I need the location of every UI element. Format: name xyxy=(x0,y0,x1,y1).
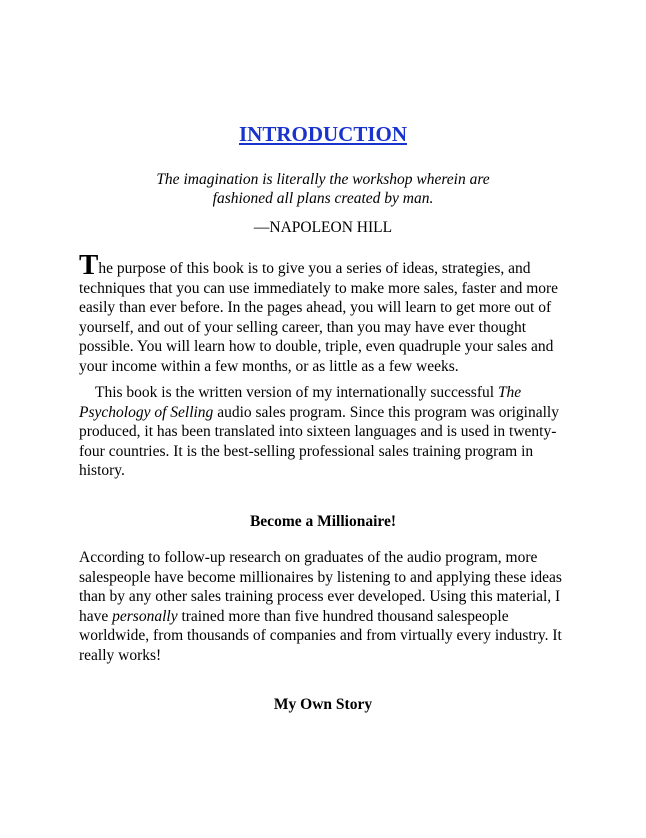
drop-cap: T xyxy=(79,249,99,281)
body-paragraph-3 xyxy=(79,548,567,666)
body-paragraph-1 xyxy=(79,249,567,377)
chapter-title-link[interactable]: INTRODUCTION xyxy=(238,122,408,146)
paragraph-2-text-before: This book is the written version of my internationally successful xyxy=(95,384,498,401)
epigraph-line-1: The imagination is literally the workshop wherein are xyxy=(156,171,490,188)
book-title-italic: The Psychology of Selling xyxy=(79,384,522,421)
paragraph-3-text-after: trained more than five hundred thousand salespeople worldwide, from thousands of companies and from virtually every industry. It really works! xyxy=(79,607,562,664)
epigraph-attribution: —NAPOLEON HILL xyxy=(253,219,393,236)
paragraph-3-text-before: According to follow-up research on graduates of the audio program, more salespeople have become millionaires by listening to and applying these ideas than by any other sales training process ever developed. Using this material, I have xyxy=(79,549,562,625)
paragraph-2-text-after: audio sales program. Since this program was originally produced, it has been translated into sixteen languages and is used in twenty-four countries. It is the best-selling professional sales training program in history. xyxy=(79,403,559,480)
epigraph-line-2: fashioned all plans created by man. xyxy=(212,190,434,207)
epigraph-quote xyxy=(79,170,567,208)
section-heading-own-story: My Own Story xyxy=(273,696,373,713)
book-page xyxy=(79,0,567,838)
body-paragraph-2 xyxy=(79,383,567,481)
emphasis-italic: personally xyxy=(112,607,178,625)
paragraph-1-text: he purpose of this book is to give you a series of ideas, strategies, and techniques that you can use immediately to make more sales, faster and more easily than ever before. In the pages ahead, you will learn to get more out of yourself, and out of your selling career, than you may have ever thought possible. You will learn how to double, triple, even quadruple your sales and your income within a few months, or as little as a few weeks. xyxy=(79,260,559,375)
section-heading-millionaire: Become a Millionaire! xyxy=(249,513,397,530)
